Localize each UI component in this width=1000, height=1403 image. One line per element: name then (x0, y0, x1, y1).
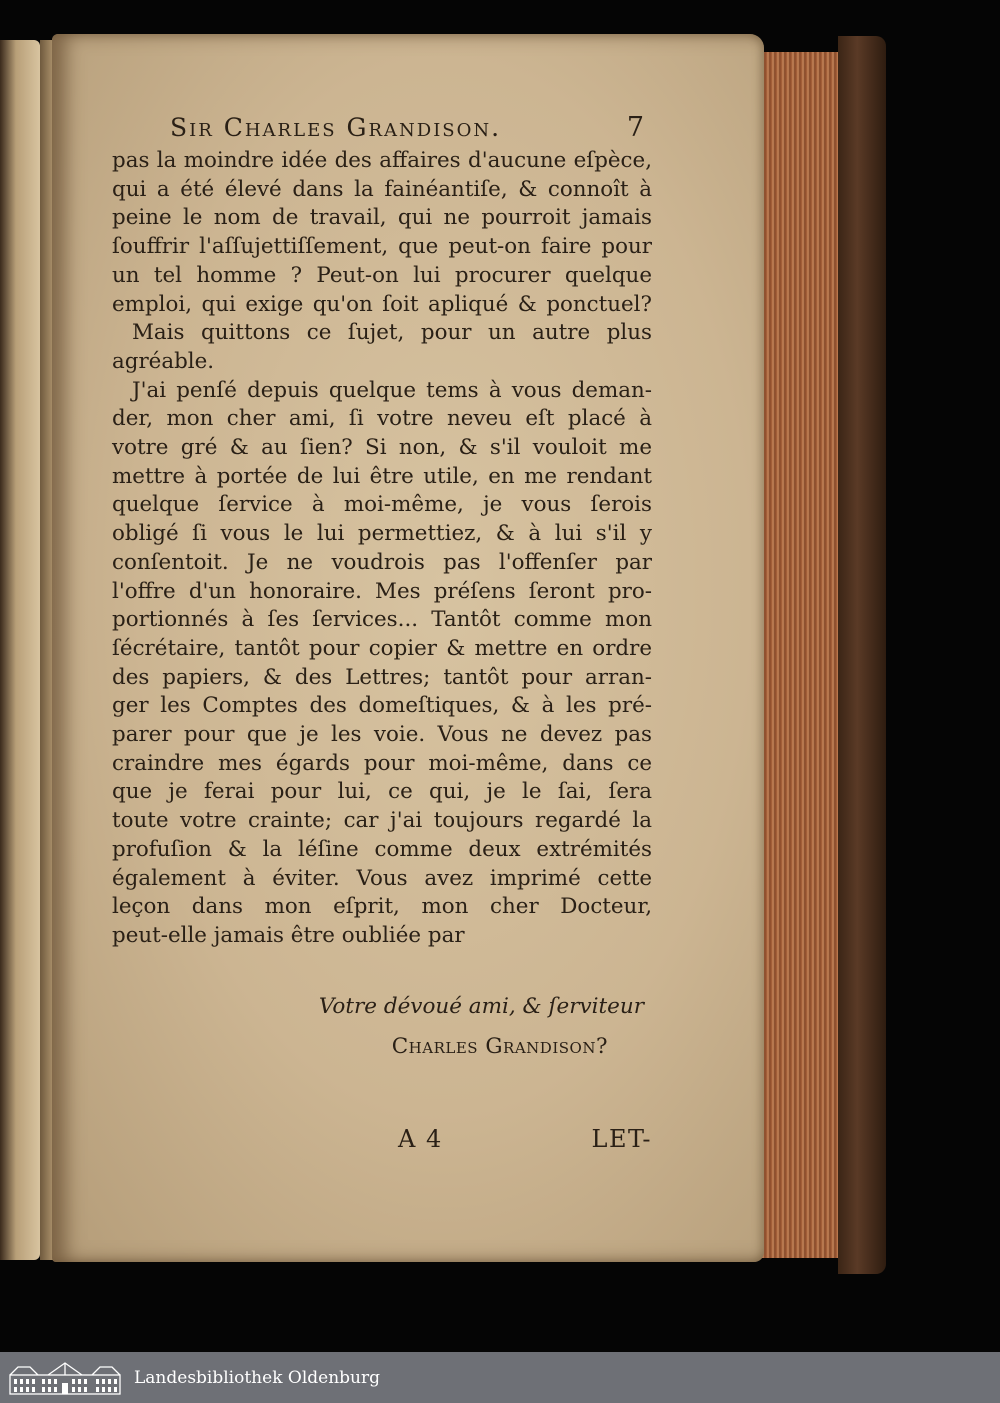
text-line: l'offre d'un honoraire. Mes préſens ſeront pro- (112, 578, 652, 604)
page-text (112, 112, 652, 1153)
text-line: conſentoit. Je ne voudrois pas l'offenſer par (112, 549, 652, 575)
text-line: peut-elle jamais être oubliée par (112, 922, 465, 948)
text-line: profuſion & la léſine comme deux extrémités (112, 836, 652, 862)
text-line: quelque ſervice à moi-même, je vous ſerois (112, 492, 652, 518)
page-number: 7 (626, 112, 646, 143)
text-line: der, mon cher ami, ſi votre neveu eſt placé à (112, 406, 652, 432)
signature-name: Charles Grandison? (391, 1033, 608, 1059)
text-line: emploi, qui exige qu'on ſoit apliqué & ponctuel? (112, 291, 652, 317)
text-line: leçon dans mon eſprit, mon cher Docteur, (112, 894, 652, 920)
text-line: qui a été élevé dans la fainéantiſe, & connoît à (112, 176, 652, 202)
text-line: J'ai penſé depuis quelque tems à vous deman- (132, 377, 652, 403)
library-banner (0, 1352, 1000, 1403)
running-head (170, 112, 652, 143)
text-line: parer pour que je les voie. Vous ne devez pas (112, 722, 652, 748)
running-head-title: Sir Charles Grandison. (170, 113, 502, 142)
page-footer (112, 1125, 652, 1153)
library-name: Landesbibliothek Oldenburg (134, 1367, 381, 1388)
signature-mark: A 4 (398, 1124, 443, 1153)
text-line: des papiers, & des Lettres; tantôt pour arran- (112, 664, 652, 690)
book-cover-edge (838, 36, 886, 1274)
text-line: craindre mes égards pour moi-même, dans ce (112, 750, 652, 776)
text-line: pas la moindre idée des affaires d'aucune eſpèce, (112, 148, 652, 173)
text-line: ger les Comptes des domeſtiques, & à les pré- (112, 693, 652, 719)
text-line: obligé ſi vous le lui permettiez, & à lui s'il y (112, 521, 652, 547)
library-building-logo (8, 1361, 122, 1395)
closing-phrase: Votre dévoué ami, & ſerviteur (318, 993, 644, 1019)
text-line: agréable. (112, 348, 215, 374)
text-line: portionnés à ſes ſervices... Tantôt comme mon (112, 607, 652, 633)
body-text (112, 147, 652, 951)
page-edges (760, 52, 846, 1258)
catchword: LET- (591, 1124, 652, 1153)
letter-signoff (112, 987, 652, 1067)
text-line: mettre à portée de lui être utile, en me rendant (112, 463, 652, 489)
text-line: toute votre crainte; car j'ai toujours regardé la (112, 808, 652, 834)
previous-page-edge (0, 40, 40, 1260)
text-line: Mais quittons ce ſujet, pour un autre plus (132, 320, 652, 346)
text-line: également à éviter. Vous avez imprimé cette (112, 865, 652, 891)
text-line: que je ferai pour lui, ce qui, je le ſai, ſera (112, 779, 652, 805)
text-line: votre gré & au ſien? Si non, & s'il vouloit me (112, 435, 652, 461)
text-line: peine le nom de travail, qui ne pourroit jamais (112, 205, 652, 231)
text-line: ſécrétaire, tantôt pour copier & mettre en ordre (112, 635, 652, 661)
text-line: ſouffrir l'aſſujettiſſement, que peut-on faire pour (112, 234, 652, 260)
text-line: un tel homme ? Peut-on lui procurer quelque (112, 262, 652, 288)
